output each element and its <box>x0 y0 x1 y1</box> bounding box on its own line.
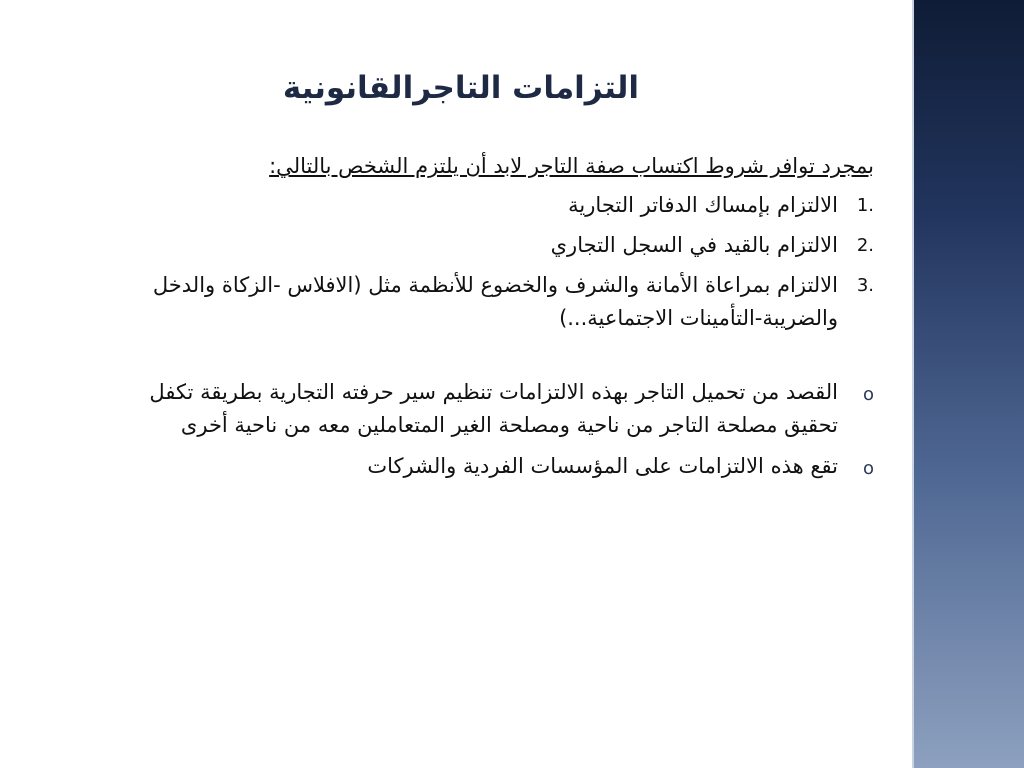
bullet-item-2 <box>104 450 874 483</box>
circle-bullet-icon: o <box>862 384 874 405</box>
numbered-item-2 <box>104 229 874 262</box>
numbered-item-1 <box>104 189 874 222</box>
bullet-item-text: القصد من تحميل التاجر بهذه الالتزامات تنظيم سير حرفته التجارية بطريقة تكفل تحقيق مصلحة التاجر من ناحية ومصلحة الغير المتعاملين معه من ناحية أخرى <box>149 380 838 437</box>
side-decorative-band <box>912 0 1024 768</box>
numbered-item-text: الالتزام بالقيد في السجل التجاري <box>550 233 838 257</box>
numbered-item-3 <box>104 269 874 335</box>
bullet-item-1 <box>104 376 874 442</box>
intro-text: بمجرد توافر شروط اكتساب صفة التاجر لابد أن يلتزم الشخص بالتالي: <box>269 154 874 178</box>
slide-title: التزامات التاجرالقانونية <box>282 70 639 106</box>
intro-line <box>104 150 874 183</box>
section-spacer <box>104 342 874 376</box>
circle-bullet-icon: o <box>862 458 874 479</box>
slide-content <box>104 150 874 491</box>
numbered-item-text: الالتزام بمراعاة الأمانة والشرف والخضوع للأنظمة مثل (الافلاس -الزكاة والدخل والضريبة-التأمينات الاجتماعية...) <box>152 273 838 330</box>
number-marker: .1 <box>856 195 874 216</box>
numbered-list <box>104 189 874 335</box>
side-band-divider <box>912 0 914 768</box>
bullet-item-text: تقع هذه الالتزامات على المؤسسات الفردية والشركات <box>367 454 838 478</box>
number-marker: .3 <box>856 275 874 296</box>
number-marker: .2 <box>856 235 874 256</box>
bullet-list <box>104 376 874 483</box>
numbered-item-text: الالتزام بإمساك الدفاتر التجارية <box>568 193 838 217</box>
